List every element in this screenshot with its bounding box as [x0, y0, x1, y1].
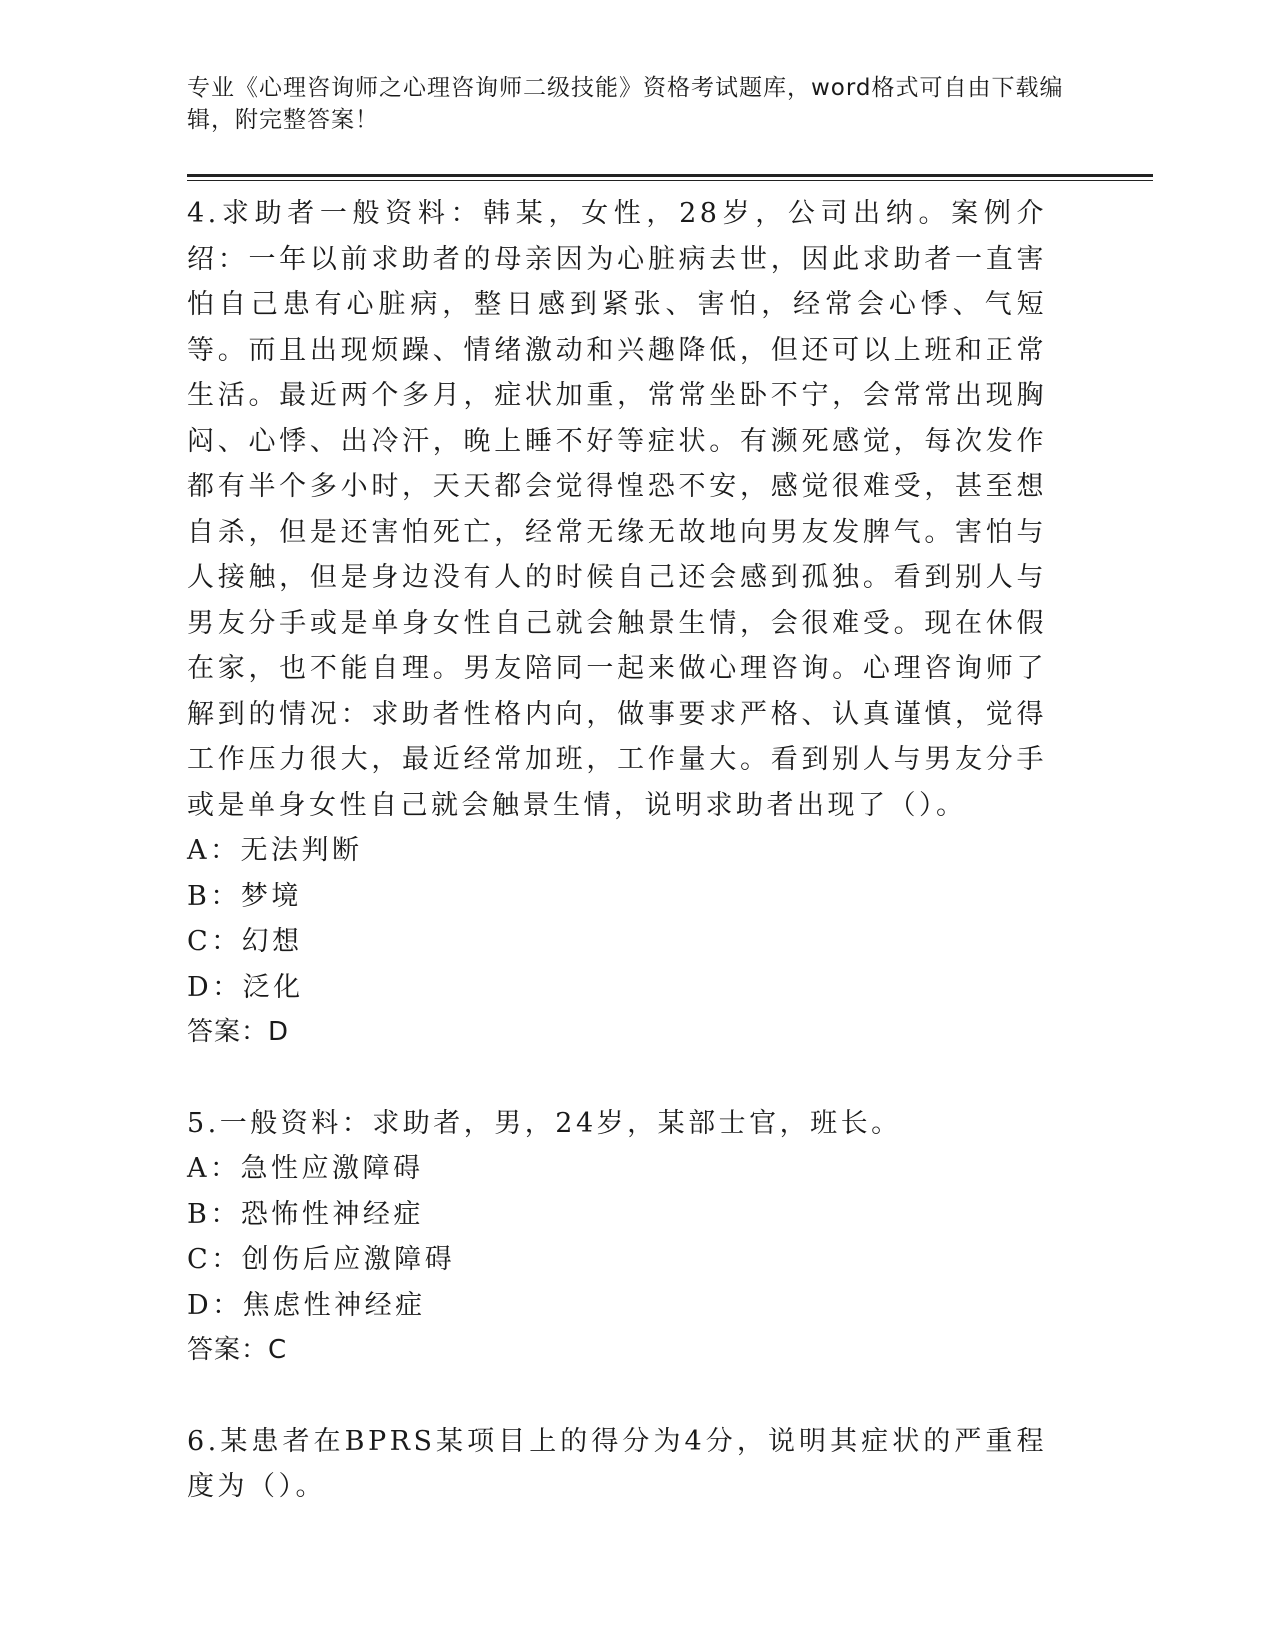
question-spacer	[187, 1374, 1107, 1419]
option-a: A：急性应激障碍	[187, 1153, 424, 1184]
document-intro: 专业《心理咨询师之心理咨询师二级技能》资格考试题库，word格式可自由下载编辑，附完整答案！	[187, 75, 1064, 133]
question-spacer	[187, 1056, 1107, 1101]
option-b: B：梦境	[187, 880, 302, 912]
option-b: B：恐怖性神经症	[187, 1198, 424, 1230]
question-stem: 6.某患者在BPRS某项目上的得分为4分，说明其症状的严重程度为（）。	[187, 1425, 1047, 1502]
option-c: C：幻想	[187, 926, 303, 957]
question-4	[187, 191, 1107, 1056]
option-d: D：泛化	[187, 971, 304, 1003]
option-c: C：创伤后应激障碍	[187, 1244, 456, 1275]
question-stem: 5.一般资料：求助者，男，24岁，某部士官，班长。	[187, 1107, 902, 1139]
document-page	[187, 72, 1107, 1510]
divider-thick-line	[187, 174, 1153, 177]
question-6	[187, 1419, 1107, 1510]
option-a: A：无法判断	[187, 835, 363, 866]
question-5	[187, 1101, 1107, 1374]
divider-thin-line	[187, 180, 1153, 181]
answer-line: 答案：D	[187, 1017, 290, 1047]
question-stem: 4.求助者一般资料：韩某，女性，28岁，公司出纳。案例介绍：一年以前求助者的母亲因为心脏病去世，因此求助者一直害怕自己患有心脏病，整日感到紧张、害怕，经常会心悸、气短等。而且出现烦躁、情绪激动和兴趣降低，但还可以上班和正常生活。最近两个多月，症状加重，常常坐卧不宁，会常常出现胸闷、心悸、出冷汗，晚上睡不好等症状。有濒死感觉，每次发作都有半个多小时，天天都会觉得惶恐不安，感觉很难受，甚至想自杀，但是还害怕死亡，经常无缘无故地向男友发脾气。害怕与人接触，但是身边没有人的时候自己还会感到孤独。看到别人与男友分手或是单身女性自己就会触景生情，会很难受。现在休假在家，也不能自理。男友陪同一起来做心理咨询。心理咨询师了解到的情况：求助者性格内向，做事要求严格、认真谨慎，觉得工作压力很大，最近经常加班，工作量大。看到别人与男友分手或是单身女性自己就会触景生情，说明求助者出现了（）。	[187, 198, 1047, 821]
answer-line: 答案：C	[187, 1335, 288, 1365]
header-divider	[187, 174, 1153, 181]
option-d: D：焦虑性神经症	[187, 1289, 426, 1321]
